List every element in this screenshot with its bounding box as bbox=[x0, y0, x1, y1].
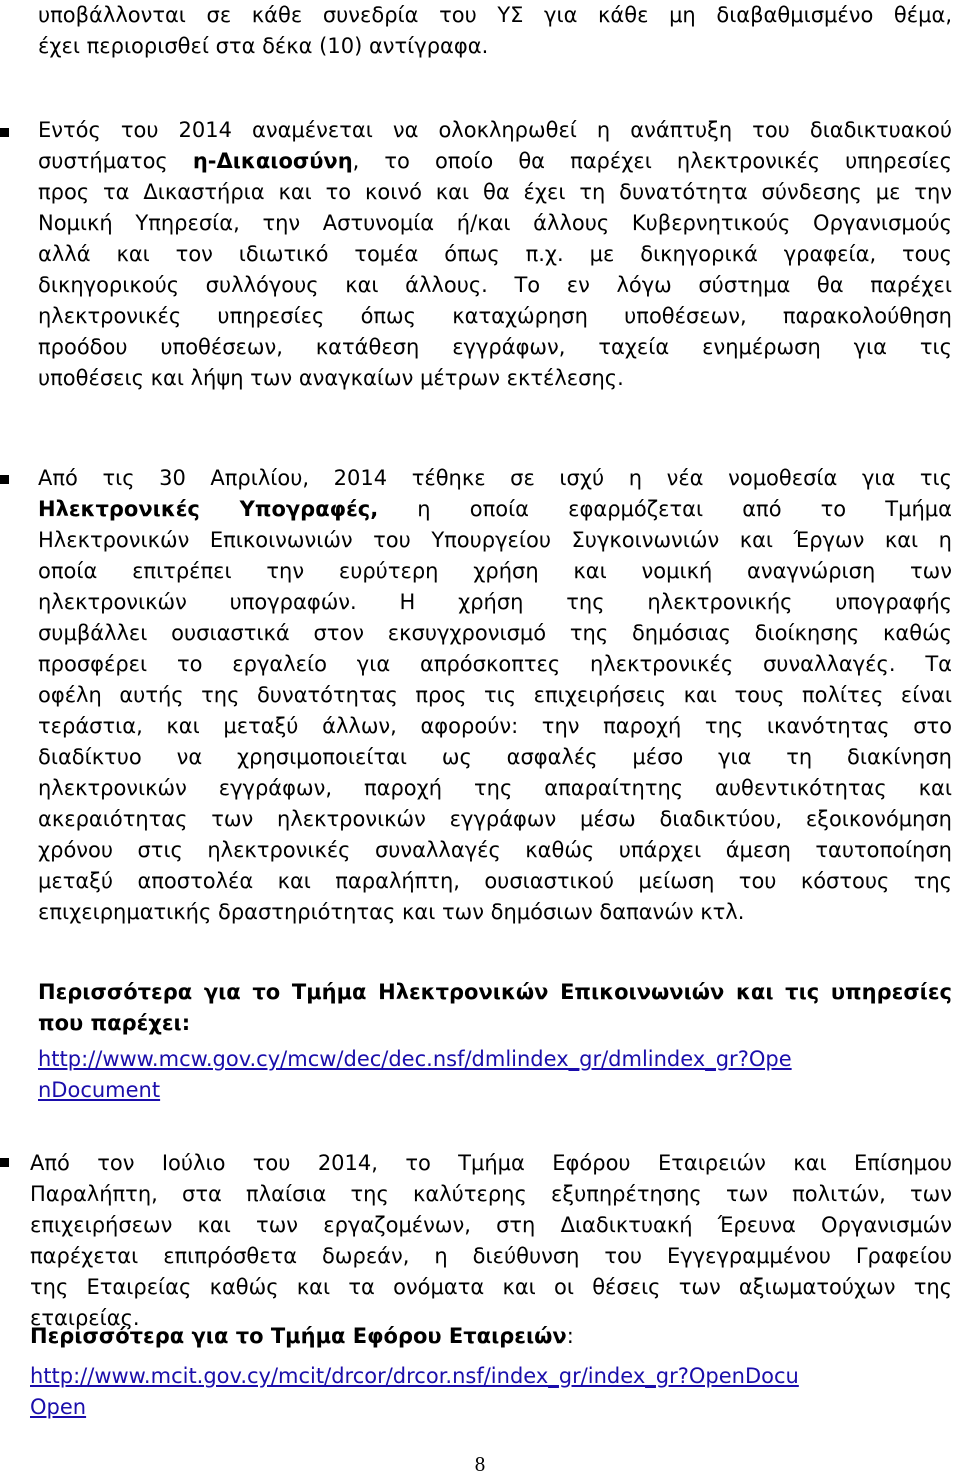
mcit-link-continued[interactable]: Open bbox=[30, 1395, 87, 1419]
link-block bbox=[30, 1361, 952, 1423]
text-line: ηλεκτρονικών υπογραφών. Η χρήση της ηλεκτρονικής υπογραφής bbox=[38, 590, 952, 614]
text-line: Ηλεκτρονικών Επικοινωνιών του Υπουργείου Συγκοινωνιών και Έργων και η bbox=[38, 528, 952, 552]
page-number: 8 bbox=[474, 1452, 486, 1476]
text-line: υποθέσεις και λήψη των αναγκαίων μέτρων εκτέλεσης. bbox=[38, 366, 624, 390]
paragraph-e-signatures bbox=[38, 463, 952, 928]
mcit-link[interactable]: http://www.mcit.gov.cy/mcit/drcor/drcor.nsf/index_gr/index_gr?OpenDocu bbox=[30, 1364, 799, 1388]
text-line: τεράστια, και μεταξύ άλλων, αφορούν: την παροχή της ικανότητας στο bbox=[38, 714, 952, 738]
more-info-registrar bbox=[30, 1321, 952, 1352]
e-signatures-term: Ηλεκτρονικές Υπογραφές, bbox=[38, 497, 379, 521]
paragraph-e-justice bbox=[38, 115, 952, 394]
text-line: Από τον Ιούλιο του 2014, το Τμήμα Εφόρου Εταιρειών και Επίσημου bbox=[30, 1151, 952, 1175]
more-info-electronic-communications bbox=[38, 977, 952, 1039]
text-line: παρέχεται επιπρόσθετα δωρεάν, η διεύθυνση του Εγγεγραμμένου Γραφείου bbox=[30, 1244, 952, 1268]
text-line: προς τα Δικαστήρια και το κοινό και θα έχει τη δυνατότητα σύνδεσης με την bbox=[38, 180, 952, 204]
text-line: δικηγορικούς συλλόγους και άλλους. Το εν λόγω σύστημα θα παρέχει bbox=[38, 273, 952, 297]
bullet-icon bbox=[0, 475, 9, 484]
text-line: έχει περιορισθεί στα δέκα (10) αντίγραφα. bbox=[38, 34, 489, 58]
text-line: Νομική Υπηρεσία, την Αστυνομία ή/και άλλους Κυβερνητικούς Οργανισμούς bbox=[38, 211, 952, 235]
text-line: της Εταιρείας καθώς και τα ονόματα και οι θέσεις των αξιωματούχων της bbox=[30, 1275, 952, 1299]
more-info-heading: που παρέχει: bbox=[38, 1011, 191, 1035]
text-line: οφέλη αυτής της δυνατότητας προς τις επιχειρήσεις και τους πολίτες είναι bbox=[38, 683, 952, 707]
more-info-heading: Περισσότερα για το Τμήμα Εφόρου Εταιρειών: bbox=[30, 1324, 574, 1348]
mcw-link[interactable]: http://www.mcw.gov.cy/mcw/dec/dec.nsf/dmlindex_gr/dmlindex_gr?Ope bbox=[38, 1047, 792, 1071]
text-line: ηλεκτρονικών εγγράφων, παροχή της απαραίτητης αυθεντικότητας και bbox=[38, 776, 952, 800]
text-line: διαδίκτυο να χρησιμοποιείται ως ασφαλές μέσο για τη διακίνηση bbox=[38, 745, 952, 769]
text-line: οποία επιτρέπει την ευρύτερη χρήση και νομική αναγνώριση των bbox=[38, 559, 952, 583]
text-line: εταιρείας. bbox=[30, 1306, 140, 1330]
more-info-heading: Περισσότερα για το Τμήμα Ηλεκτρονικών Επικοινωνιών και τις υπηρεσίες bbox=[38, 980, 952, 1004]
text-line: χρόνου στις ηλεκτρονικές συναλλαγές καθώς υπάρχει άμεση ταυτοποίηση bbox=[38, 838, 952, 862]
text-line: Εντός του 2014 αναμένεται να ολοκληρωθεί η ανάπτυξη του διαδικτυακού bbox=[38, 118, 952, 142]
text-line: αλλά και τον ιδιωτικό τομέα όπως π.χ. με δικηγορικά γραφεία, τους bbox=[38, 242, 952, 266]
text-line: Από τις 30 Απριλίου, 2014 τέθηκε σε ισχύ η νέα νομοθεσία για τις bbox=[38, 466, 952, 490]
text-line: επιχειρήσεων και των εργαζομένων, στη Διαδικτυακή Έρευνα Οργανισμών bbox=[30, 1213, 952, 1237]
bullet-icon bbox=[0, 1158, 9, 1167]
text-line: ακεραιότητας των ηλεκτρονικών εγγράφων μέσω διαδικτύου, εξοικονόμηση bbox=[38, 807, 952, 831]
text-line: υποβάλλονται σε κάθε συνεδρία του ΥΣ για κάθε μη διαβαθμισμένο θέμα, bbox=[38, 3, 952, 27]
text-line: προσφέρει το εργαλείο για απρόσκοπτες ηλεκτρονικές συναλλαγές. Τα bbox=[38, 652, 952, 676]
text-line: προόδου υποθέσεων, κατάθεση εγγράφων, ταχεία ενημέρωση για τις bbox=[38, 335, 952, 359]
text-line: συστήματος η-Δικαιοσύνη, το οποίο θα παρέχει ηλεκτρονικές υπηρεσίες bbox=[38, 149, 952, 173]
paragraph-registrar bbox=[30, 1148, 952, 1334]
text-line: μεταξύ αποστολέα και παραλήπτη, ουσιαστικού μείωση του κόστους της bbox=[38, 869, 952, 893]
bullet-icon bbox=[0, 128, 9, 137]
e-justice-term: η-Δικαιοσύνη bbox=[192, 149, 353, 173]
text-line: Παραλήπτη, στα πλαίσια της καλύτερης εξυπηρέτησης των πολιτών, των bbox=[30, 1182, 952, 1206]
text-line: επιχειρηματικής δραστηριότητας και των δημόσιων δαπανών κτλ. bbox=[38, 900, 745, 924]
text-line: Ηλεκτρονικές Υπογραφές, η οποία εφαρμόζεται από το Τμήμα bbox=[38, 497, 952, 521]
text-line: ηλεκτρονικές υπηρεσίες όπως καταχώρηση υποθέσεων, παρακολούθηση bbox=[38, 304, 952, 328]
link-block bbox=[38, 1044, 952, 1106]
paragraph-continuation bbox=[38, 0, 952, 62]
text-line: συμβάλλει ουσιαστικά στον εκσυγχρονισμό της δημόσιας διοίκησης καθώς bbox=[38, 621, 952, 645]
mcw-link-continued[interactable]: nDocument bbox=[38, 1078, 161, 1102]
